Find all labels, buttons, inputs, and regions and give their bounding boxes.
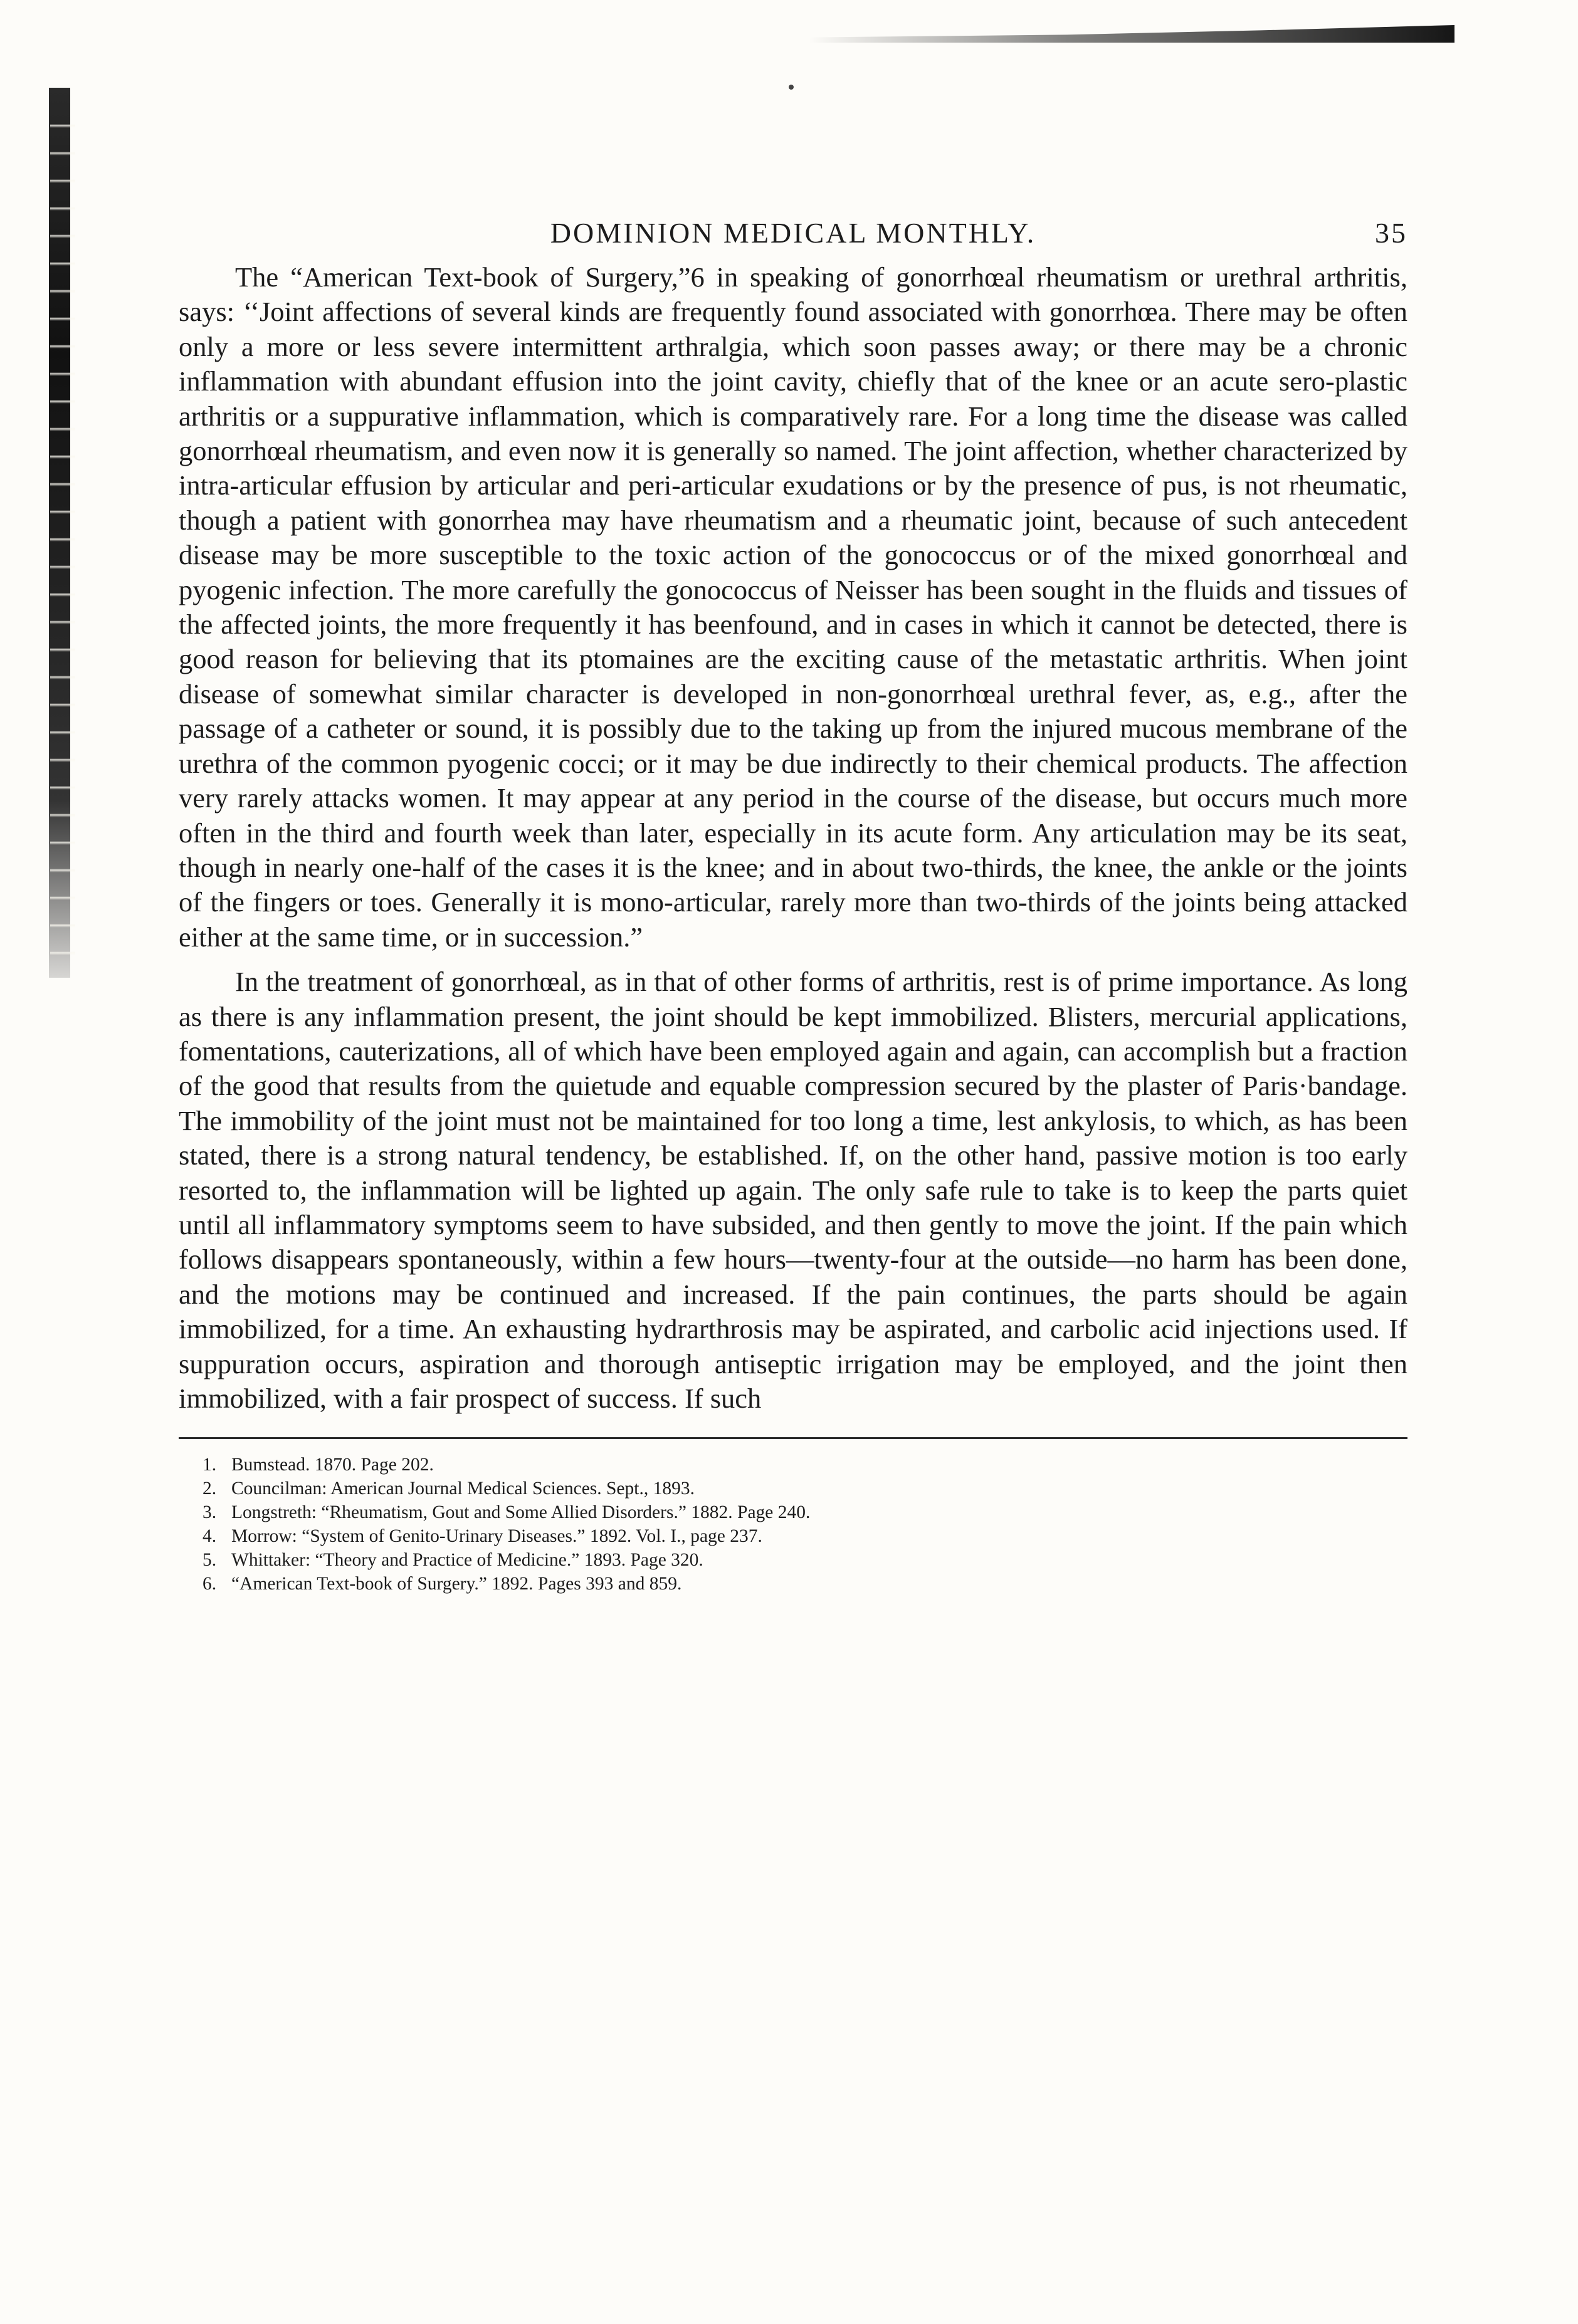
scan-edge-noise	[50, 100, 75, 965]
page-number: 35	[1375, 217, 1407, 249]
scan-edge-shadow-top	[809, 25, 1454, 43]
document-page	[179, 216, 1407, 1596]
footnote	[179, 1572, 1407, 1596]
footnote-text: Morrow: “System of Genito-Urinary Diseases.” 1892. Vol. I., page 237.	[231, 1526, 762, 1547]
footnote-number: 6.	[203, 1574, 217, 1594]
footnote-text: Bumstead. 1870. Page 202.	[231, 1455, 434, 1475]
footnote	[179, 1500, 1407, 1524]
running-title: DOMINION MEDICAL MONTHLY.	[550, 217, 1036, 249]
footnote-number: 1.	[203, 1455, 217, 1475]
running-header	[179, 216, 1407, 260]
body-text	[179, 260, 1407, 1416]
footnote-text: Whittaker: “Theory and Practice of Medicine.” 1893. Page 320.	[231, 1550, 703, 1571]
body-paragraph: The “American Text-book of Surgery,”6 in speaking of gonorrhœal rheumatism or urethral arthritis, says: ‘‘Joint affections of several kinds are frequently found associated with gonorrhœa. There may be often only a more or less severe intermittent arthralgia, which soon passes away; or there may be a chronic inflammation with abundant effusion into the joint cavity, chiefly that of the knee or an acute sero-plastic arthritis or a suppurative inflammation, which is comparatively rare. For a long time the disease was called gonorrhœal rheumatism, and even now it is generally so named. The joint affection, whether characterized by intra-articular effusion by articular and peri-articular exudations or by the presence of pus, is not rheumatic, though a patient with gonorrhea may have rheumatism and a rheumatic joint, because of such antecedent disease may be more susceptible to the toxic action of the gonococcus or of the mixed gonorrhœal and pyogenic infection. The more carefully the gonococcus of Neisser has been sought in the fluids and tissues of the affected joints, the more frequently it has beenfound, and in cases in which it cannot be detected, there is good reason for believing that its ptomaines are the exciting cause of the metastatic arthritis. When joint disease of somewhat similar character is developed in non-gonorrhœal urethral fever, as, e.g., after the passage of a catheter or sound, it is possibly due to the taking up from the injured mucous membrane of the urethra of the common pyogenic cocci; or it may be due indirectly to their chemical products. The affection very rarely attacks women. It may appear at any period in the course of the disease, but occurs much more often in the third and fourth week than later, especially in its acute form. Any articulation may be its seat, though in nearly one-half of the cases it is the knee; and in about two-thirds, the knee, the ankle or the joints of the fingers or toes. Generally it is mono-articular, rarely more than two-thirds of the joints being attacked either at the same time, or in succession.”	[179, 261, 1407, 953]
footnote-number: 3.	[203, 1502, 217, 1523]
footnote-number: 4.	[203, 1526, 217, 1547]
footnote	[179, 1524, 1407, 1548]
footnote-divider	[179, 1437, 1407, 1439]
scan-speck	[789, 85, 794, 90]
footnote	[179, 1477, 1407, 1500]
footnote-text: Councilman: American Journal Medical Sciences. Sept., 1893.	[231, 1479, 695, 1499]
footnote-text: “American Text-book of Surgery.” 1892. Pages 393 and 859.	[231, 1574, 682, 1594]
footnote-number: 2.	[203, 1479, 217, 1499]
body-paragraph: In the treatment of gonorrhœal, as in that of other forms of arthritis, rest is of prime importance. As long as there is any inflammation present, the joint should be kept immobilized. Blisters, mercurial applications, fomentations, cauterizations, all of which have been employed again and again, can accomplish but a fraction of the good that results from the quietude and equable compression secured by the plaster of Paris·bandage. The immobility of the joint must not be maintained for too long a time, lest ankylosis, to which, as has been stated, there is a strong natural tendency, be established. If, on the other hand, passive motion is too early resorted to, the inflammation will be lighted up again. The only safe rule to take is to keep the parts quiet until all inflammatory symptoms seem to have subsided, and then gently to move the joint. If the pain which follows disappears spontaneously, within a few hours—twenty-four at the outside—no harm has been done, and the motions may be continued and increased. If the pain continues, the parts should be again immobilized, for a time. An exhausting hydrarthrosis may be aspirated, and carbolic acid injections used. If suppuration occurs, aspiration and thorough antiseptic irrigation may be employed, and the joint then immobilized, with a fair prospect of success. If such	[179, 966, 1407, 1414]
footnote-text: Longstreth: “Rheumatism, Gout and Some Allied Disorders.” 1882. Page 240.	[231, 1502, 811, 1523]
footnote-number: 5.	[203, 1550, 217, 1571]
footnote-list	[179, 1453, 1407, 1596]
footnote	[179, 1453, 1407, 1477]
footnote	[179, 1548, 1407, 1572]
